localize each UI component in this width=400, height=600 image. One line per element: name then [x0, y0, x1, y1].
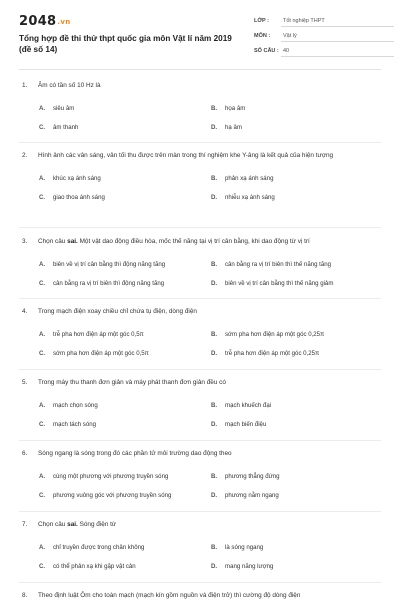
option-c[interactable]: C. mạch tách sóng: [39, 421, 97, 428]
question-2: [22, 150, 382, 205]
question-5: [22, 377, 382, 432]
option-a[interactable]: A. khúc xạ ánh sáng: [39, 175, 101, 182]
question-stem: 1. Âm có tần số 10 Hz là: [22, 82, 101, 89]
option-c[interactable]: C. âm thanh: [39, 124, 79, 131]
option-a[interactable]: A. chỉ truyền được trong chân không: [39, 544, 145, 551]
option-a[interactable]: A. biên về vị trí cân bằng thì động năng tăng: [39, 261, 166, 268]
option-d[interactable]: D. phương nằm ngang: [211, 492, 279, 499]
option-b[interactable]: B. mạch khuếch đại: [211, 402, 272, 409]
question-7: [22, 519, 382, 574]
exam-header: [0, 0, 400, 80]
option-d[interactable]: D. nhiễu xạ ánh sáng: [211, 194, 275, 201]
option-b[interactable]: B. là sóng ngang: [211, 544, 264, 551]
question-8: [22, 590, 382, 600]
question-stem: 6. Sóng ngang là sóng trong đó các phần tử môi trường dao động theo: [22, 450, 232, 457]
question-4: [22, 306, 382, 361]
option-b[interactable]: B. cân bằng ra vị trí biên thì thế năng tăng: [211, 261, 332, 268]
question-stem: 8. Theo định luật Ôm cho toàn mạch (mạch kín gồm nguồn và điện trở) thì cường độ dòng điện: [22, 592, 301, 599]
option-b[interactable]: B. phản xạ ánh sáng: [211, 175, 274, 182]
option-b[interactable]: B. phương thẳng đứng: [211, 473, 280, 480]
option-d[interactable]: D. mạch biến điệu: [211, 421, 267, 428]
question-3: [22, 236, 382, 291]
question-1: [22, 80, 382, 135]
exam-meta: [254, 14, 394, 59]
option-a[interactable]: A. mạch chọn sóng: [39, 402, 98, 409]
option-d[interactable]: D. mang năng lượng: [211, 563, 274, 570]
option-c[interactable]: C. cân bằng ra vị trí biên thì động năng tăng: [39, 280, 165, 287]
option-a[interactable]: A. cùng một phương với phương truyền sóng: [39, 473, 169, 480]
option-d[interactable]: D. hạ âm: [211, 124, 242, 131]
option-c[interactable]: C. sớm pha hơn điện áp một góc 0,5π: [39, 350, 149, 357]
question-stem: 5. Trong máy thu thanh đơn giản và máy phát thanh đơn giản đều có: [22, 379, 226, 386]
option-c[interactable]: C. phương vuông góc với phương truyền sóng: [39, 492, 172, 499]
option-b[interactable]: B. họa âm: [211, 105, 246, 112]
question-stem: 7. Chọn câu sai. Sóng điện từ: [22, 521, 117, 528]
site-logo[interactable]: 2048.vn: [19, 14, 71, 29]
option-a[interactable]: A. siêu âm: [39, 105, 75, 112]
header-divider: [19, 69, 381, 70]
option-c[interactable]: C. có thể phản xạ khi gặp vật cản: [39, 563, 136, 570]
option-a[interactable]: A. trễ pha hơn điện áp một góc 0,5π: [39, 331, 144, 338]
meta-question-count: SỐ CÂU : 40: [254, 44, 394, 59]
meta-subject: MÔN : Vật lý: [254, 29, 394, 44]
question-6: [22, 448, 382, 503]
option-d[interactable]: D. biên về vị trí cân bằng thì thế năng giảm: [211, 280, 334, 287]
question-stem: 3. Chọn câu sai. Một vật dao động điều hòa, mốc thế năng tại vị trí cân bằng, khi dao động từ vị trí: [22, 238, 310, 245]
option-d[interactable]: D. trễ pha hơn điện áp một góc 0,25π: [211, 350, 320, 357]
option-b[interactable]: B. sớm pha hơn điện áp một góc 0,25π: [211, 331, 325, 338]
option-c[interactable]: C. giao thoa ánh sáng: [39, 194, 105, 201]
exam-title: Tổng hợp đề thi thử thpt quốc gia môn Vật lí năm 2019 (đề số 14): [19, 34, 232, 54]
meta-class: LỚP : Tốt nghiệp THPT: [254, 14, 394, 29]
question-stem: 2. Hình ảnh các vân sáng, vân tối thu được trên màn trong thí nghiệm khe Y-âng là kết quả của hiện tượng: [22, 152, 334, 159]
question-stem: 4. Trong mạch điện xoay chiều chỉ chứa tụ điện, dòng điện: [22, 308, 197, 315]
